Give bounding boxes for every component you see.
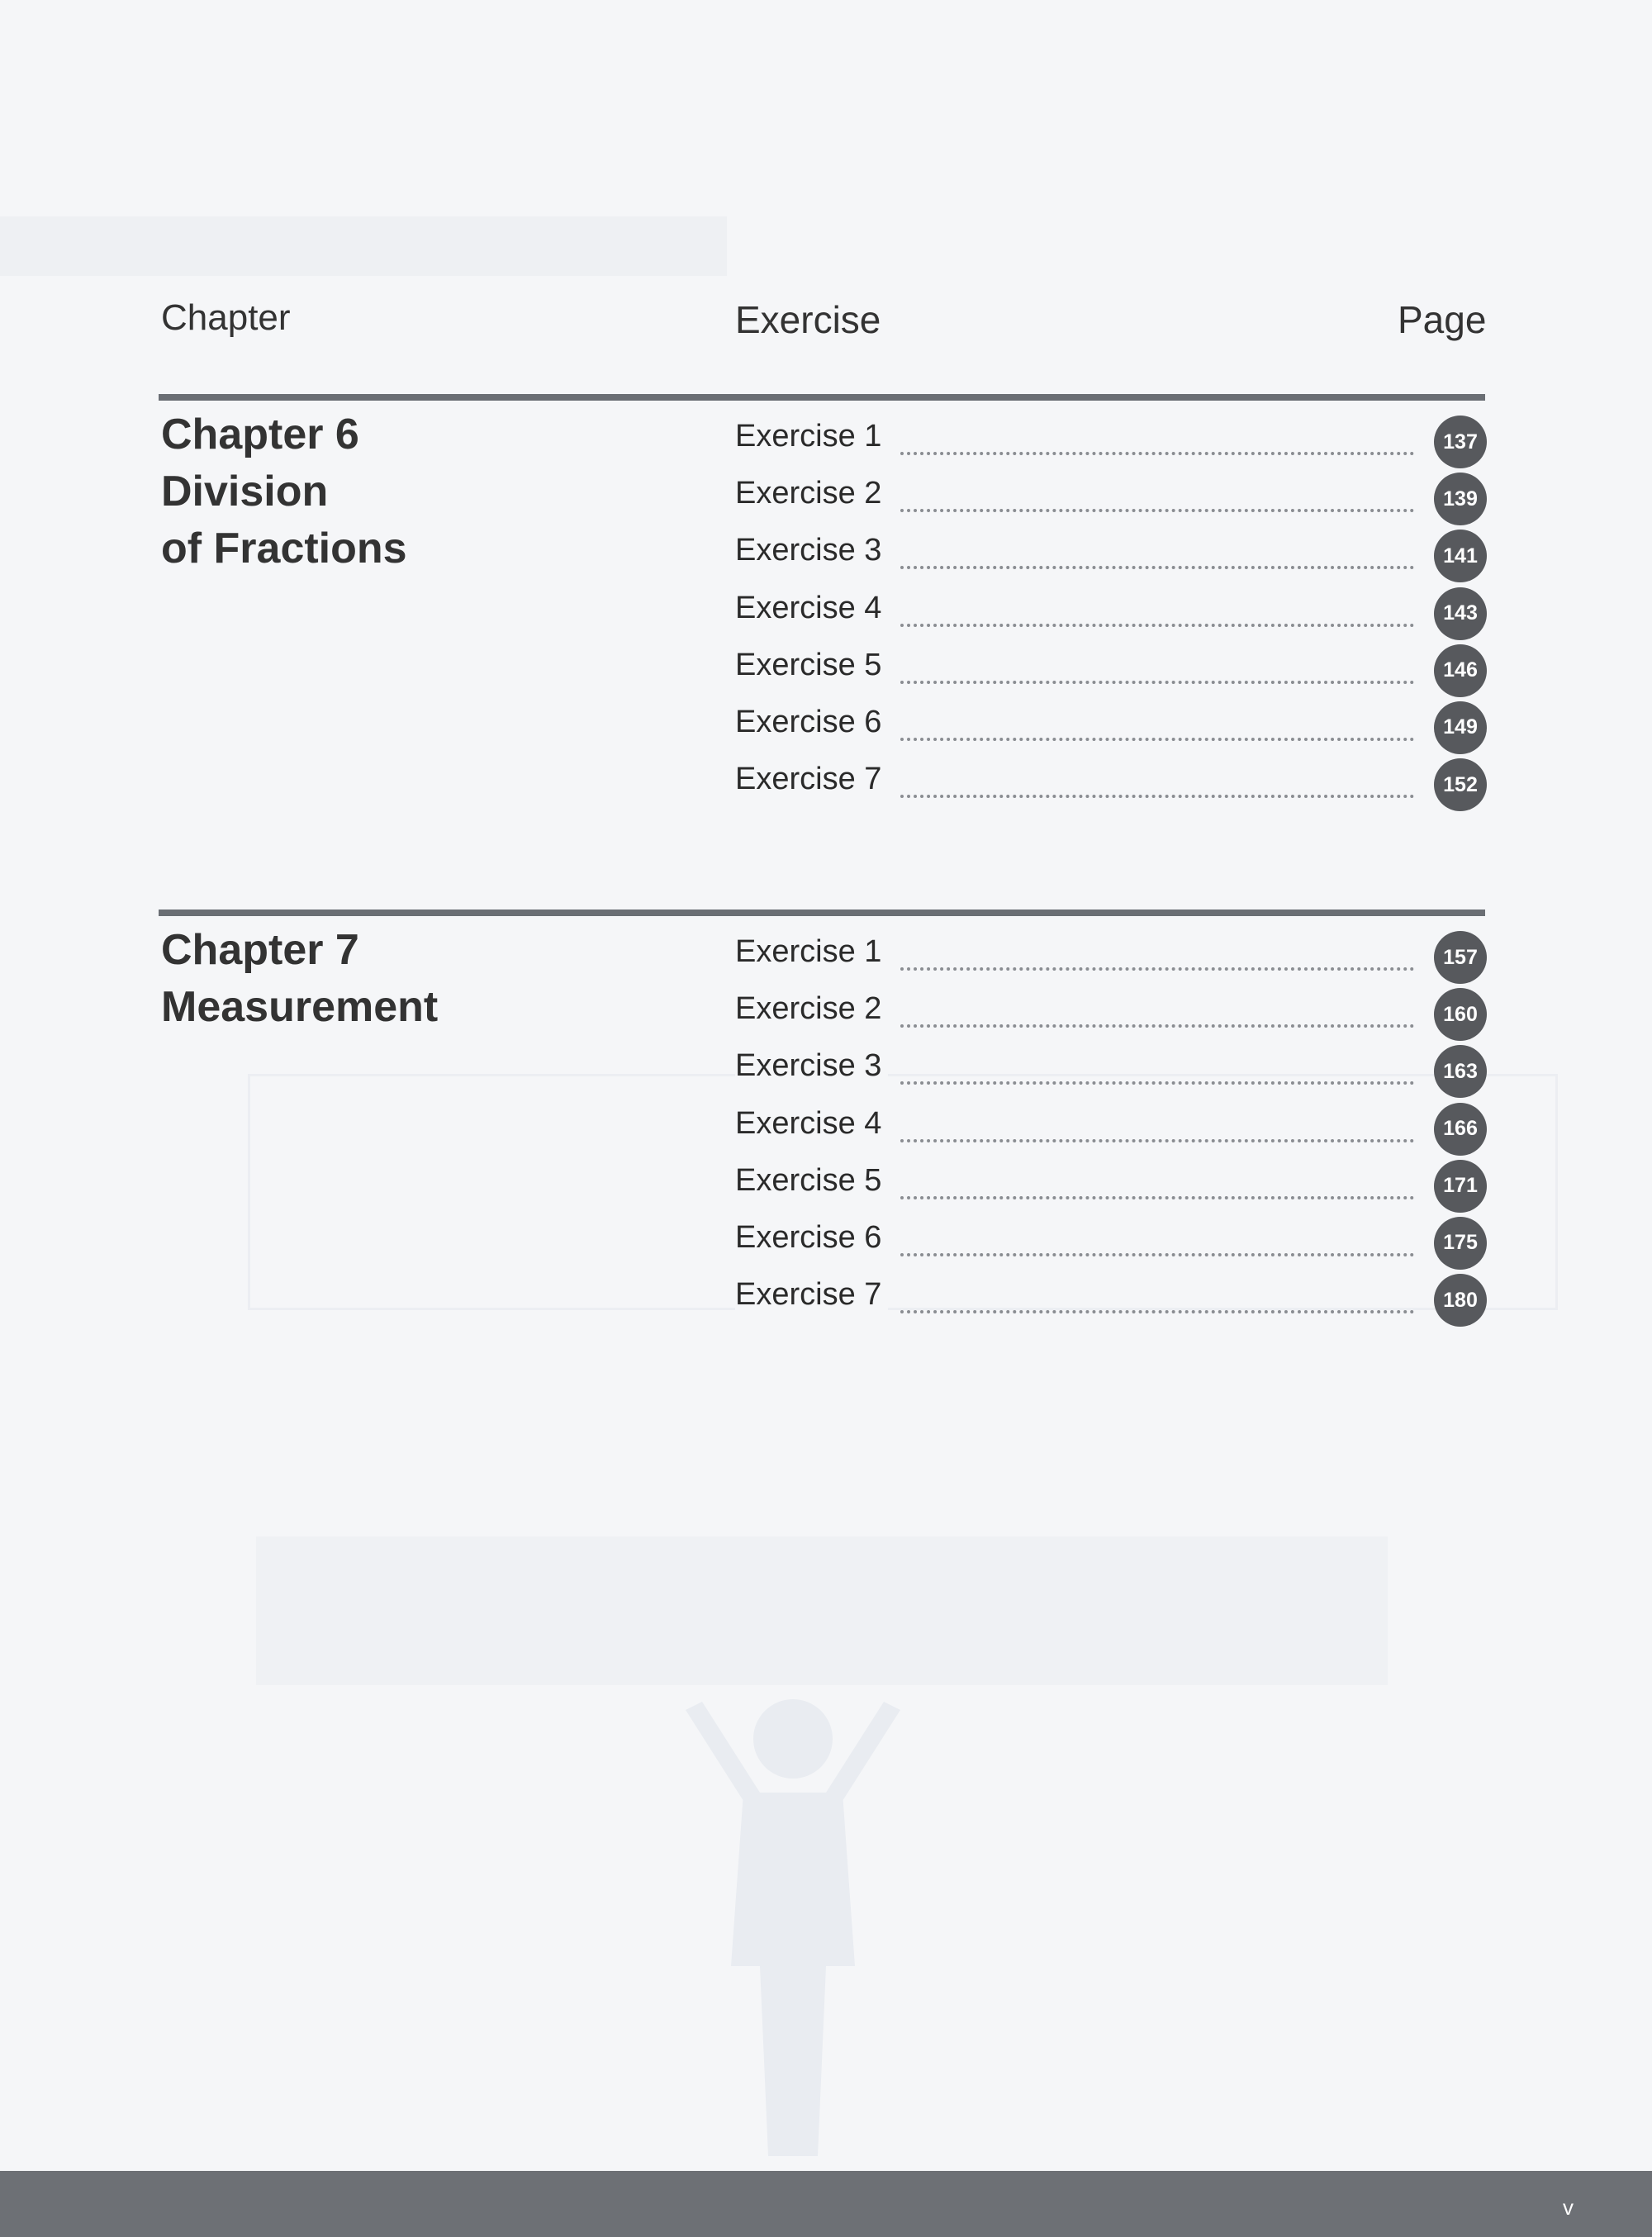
page-number-badge: 149 bbox=[1434, 701, 1487, 754]
toc-entry[interactable] bbox=[735, 1103, 1487, 1160]
dot-leader bbox=[900, 1310, 1414, 1313]
exercise-label: Exercise 4 bbox=[735, 591, 888, 626]
exercise-label: Exercise 3 bbox=[735, 533, 888, 568]
chapter-7-exercise-list bbox=[735, 931, 1487, 1331]
dot-leader bbox=[900, 624, 1414, 627]
dot-leader bbox=[900, 452, 1414, 455]
page-number-badge: 152 bbox=[1434, 758, 1487, 811]
dot-leader bbox=[900, 509, 1414, 512]
chapter-title-line: Division bbox=[161, 468, 329, 515]
section-divider bbox=[159, 394, 1485, 401]
toc-entry[interactable] bbox=[735, 758, 1487, 815]
dot-leader bbox=[900, 1196, 1414, 1199]
page-number-badge: 143 bbox=[1434, 587, 1487, 640]
exercise-label: Exercise 6 bbox=[735, 1220, 888, 1256]
exercise-label: Exercise 5 bbox=[735, 648, 888, 683]
dot-leader bbox=[900, 566, 1414, 569]
bleed-through-banner bbox=[0, 216, 727, 276]
toc-entry[interactable] bbox=[735, 1045, 1487, 1102]
toc-entry[interactable] bbox=[735, 530, 1487, 587]
dot-leader bbox=[900, 738, 1414, 741]
page-number-badge: 160 bbox=[1434, 988, 1487, 1041]
chapter-6-title bbox=[161, 406, 690, 577]
exercise-label: Exercise 3 bbox=[735, 1048, 888, 1084]
toc-entry[interactable] bbox=[735, 473, 1487, 530]
page-number-badge: 146 bbox=[1434, 644, 1487, 697]
page-number-badge: 166 bbox=[1434, 1103, 1487, 1156]
exercise-label: Exercise 7 bbox=[735, 1277, 888, 1313]
toc-entry[interactable] bbox=[735, 416, 1487, 473]
header-chapter: Chapter bbox=[161, 297, 291, 338]
dot-leader bbox=[900, 1081, 1414, 1085]
page-number-badge: 171 bbox=[1434, 1160, 1487, 1213]
chapter-title-line: of Fractions bbox=[161, 525, 407, 572]
toc-entry[interactable] bbox=[735, 587, 1487, 644]
exercise-label: Exercise 2 bbox=[735, 991, 888, 1027]
footer-bar bbox=[0, 2171, 1652, 2237]
dot-leader bbox=[900, 1024, 1414, 1028]
page-number-badge: 163 bbox=[1434, 1045, 1487, 1098]
header-exercise: Exercise bbox=[735, 298, 881, 341]
dot-leader bbox=[900, 1253, 1414, 1256]
page-number-badge: 157 bbox=[1434, 931, 1487, 984]
page-number-badge: 137 bbox=[1434, 416, 1487, 468]
exercise-label: Exercise 7 bbox=[735, 762, 888, 797]
bleed-through-silhouette bbox=[686, 1693, 900, 2156]
toc-entry[interactable] bbox=[735, 1274, 1487, 1331]
exercise-label: Exercise 1 bbox=[735, 419, 888, 454]
page-number-badge: 180 bbox=[1434, 1274, 1487, 1327]
section-divider bbox=[159, 910, 1485, 916]
header-page: Page bbox=[1398, 298, 1487, 341]
exercise-label: Exercise 5 bbox=[735, 1163, 888, 1199]
dot-leader bbox=[900, 1139, 1414, 1142]
chapter-number: Chapter 7 bbox=[161, 926, 359, 974]
chapter-6-exercise-list bbox=[735, 416, 1487, 815]
toc-entry[interactable] bbox=[735, 1217, 1487, 1274]
dot-leader bbox=[900, 795, 1414, 798]
exercise-label: Exercise 2 bbox=[735, 476, 888, 511]
dot-leader bbox=[900, 967, 1414, 971]
toc-entry[interactable] bbox=[735, 988, 1487, 1045]
page-number-badge: 175 bbox=[1434, 1217, 1487, 1270]
toc-entry[interactable] bbox=[735, 931, 1487, 988]
toc-entry[interactable] bbox=[735, 644, 1487, 701]
chapter-number: Chapter 6 bbox=[161, 411, 359, 458]
chapter-7-title bbox=[161, 922, 690, 1036]
page-number-badge: 139 bbox=[1434, 473, 1487, 525]
dot-leader bbox=[900, 681, 1414, 684]
bleed-through-note bbox=[256, 1536, 1388, 1685]
page-number-badge: 141 bbox=[1434, 530, 1487, 582]
exercise-label: Exercise 6 bbox=[735, 705, 888, 740]
chapter-title-line: Measurement bbox=[161, 983, 439, 1031]
toc-entry[interactable] bbox=[735, 701, 1487, 758]
exercise-label: Exercise 1 bbox=[735, 934, 888, 970]
exercise-label: Exercise 4 bbox=[735, 1106, 888, 1142]
page-folio: v bbox=[1563, 2195, 1574, 2220]
toc-entry[interactable] bbox=[735, 1160, 1487, 1217]
